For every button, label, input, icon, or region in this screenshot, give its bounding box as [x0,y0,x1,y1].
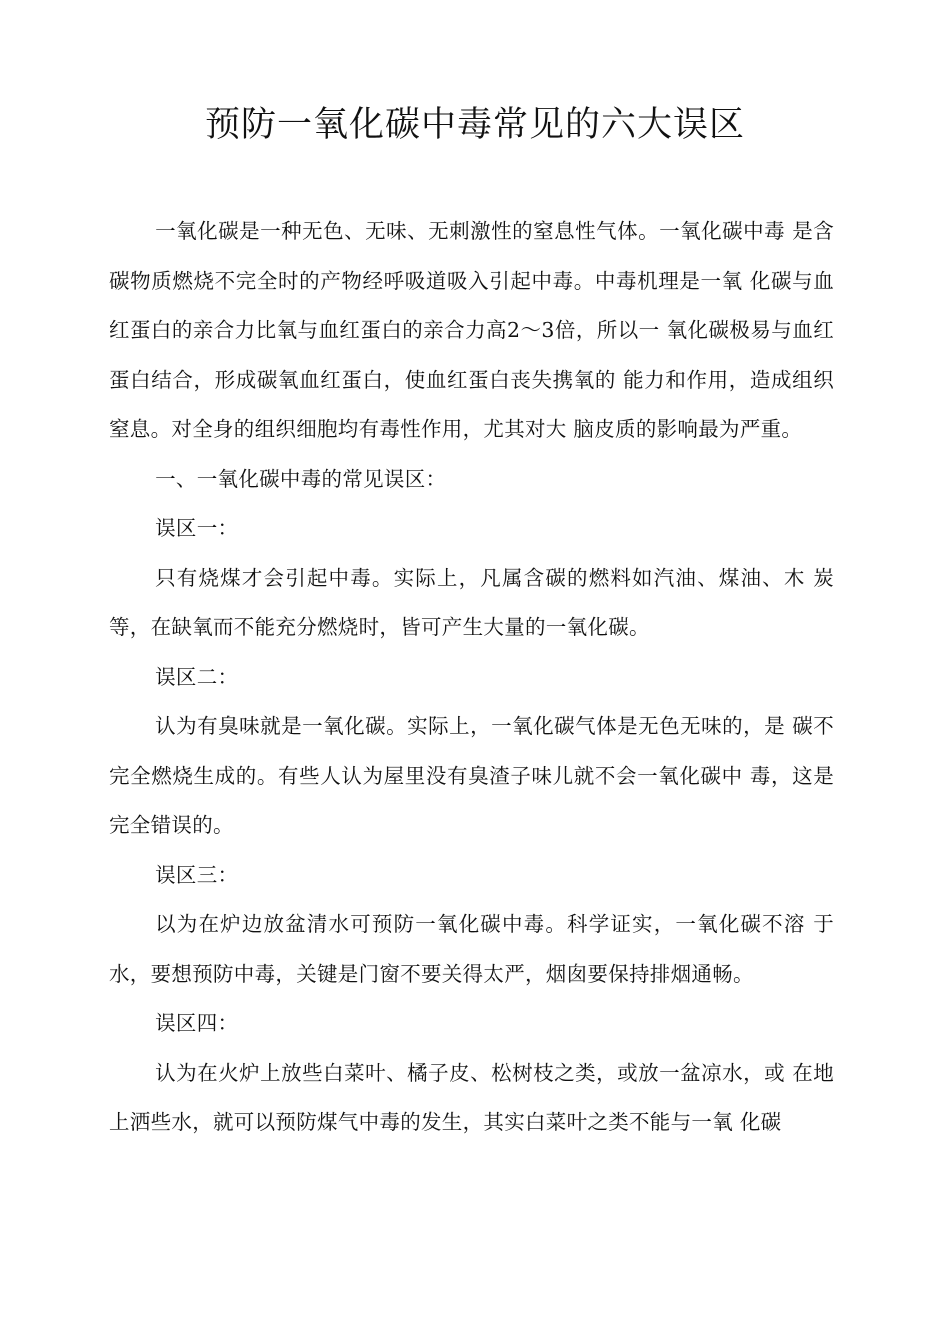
misconception-3-text: 以为在炉边放盆清水可预防一氧化碳中毒。科学证实，一氧化碳不溶 于水，要想预防中毒，关键是门窗不要关得太严，烟囱要保持排烟通畅。 [109,912,834,986]
document-body [109,207,834,1148]
paragraph-intro: 一氧化碳是一种无色、无味、无刺激性的窒息性气体。一氧化碳中毒 是含碳物质燃烧不完全时的产物经呼吸道吸入引起中毒。中毒机理是一氧 化碳与血红蛋白的亲合力比氧与血红蛋白的亲合力高2〜3倍，所以一 氧化碳极易与血红蛋白结合，形成碳氧血红蛋白，使血红蛋白丧失携氧的 能力和作用，造成组织窒息。对全身的组织细胞均有毒性作用，尤其对大 脑皮质的影响最为严重。 [109,219,834,441]
misconception-2-heading: 误区二： [155,664,239,689]
misconception-4-text: 认为在火炉上放些白菜叶、橘子皮、松树枝之类，或放一盆凉水，或 在地上洒些水，就可以预防煤气中毒的发生，其实白菜叶之类不能与一氧 化碳 [109,1060,834,1134]
section-heading-common-misconceptions: 一、一氧化碳中毒的常见误区： [155,466,447,491]
misconception-1-heading: 误区一： [155,516,239,540]
misconception-4-heading: 误区四： [155,1011,239,1035]
misconception-2-text: 认为有臭味就是一氧化碳。实际上，一氧化碳气体是无色无味的，是 碳不完全燃烧生成的。有些人认为屋里没有臭渣子味儿就不会一氧化碳中 毒，这是完全错误的。 [109,714,834,837]
misconception-3-heading: 误区三： [155,862,239,887]
document-title: 预防一氧化碳中毒常见的六大误区 [204,105,745,145]
misconception-1-text: 只有烧煤才会引起中毒。实际上，凡属含碳的燃料如汽油、煤油、木 炭等，在缺氧而不能充分燃烧时，皆可产生大量的一氧化碳。 [109,565,834,639]
